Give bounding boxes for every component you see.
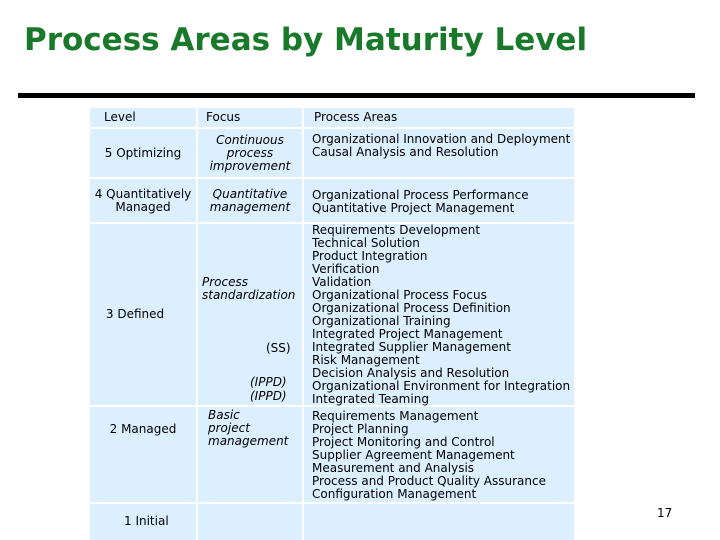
process-area: Organizational Process Performance (312, 188, 529, 202)
level-1-cell (90, 504, 196, 540)
process-area: Supplier Agreement Management (312, 448, 515, 462)
header-areas-text: Process Areas (314, 110, 398, 124)
header-areas (304, 108, 574, 127)
focus-5-line: process (226, 145, 274, 160)
focus-3-line: standardization (202, 288, 296, 302)
focus-4-line: Quantitative (212, 186, 288, 201)
level-4-label: 4 Quantitatively (94, 186, 192, 201)
focus-2-cell (198, 407, 302, 502)
ss-tag: (SS) (266, 341, 291, 355)
focus-4-line: management (209, 199, 291, 214)
level-2-cell (90, 407, 196, 502)
process-area: Risk Management (312, 353, 420, 367)
process-area: Organizational Environment for Integration (312, 379, 571, 393)
process-area: Validation (312, 275, 372, 289)
process-area: Requirements Management (312, 409, 479, 423)
areas-1-cell (304, 504, 574, 540)
areas-4-cell (304, 179, 574, 222)
process-area: Technical Solution (312, 236, 420, 250)
areas-3-cell (304, 224, 574, 405)
process-area: Requirements Development (312, 223, 481, 237)
level-3-cell (90, 224, 196, 405)
process-area: Organizational Training (312, 314, 451, 328)
focus-2-line: management (208, 434, 289, 448)
header-focus (198, 108, 302, 127)
process-area: Project Monitoring and Control (312, 435, 495, 449)
focus-3-cell (198, 224, 302, 405)
areas-5-cell (304, 129, 574, 177)
header-level (90, 108, 196, 127)
level-5-label: 5 Optimizing (104, 145, 182, 160)
focus-2-line: project (208, 421, 250, 435)
level-2-label: 2 Managed (109, 422, 177, 436)
process-area: Product Integration (312, 249, 428, 263)
focus-5-cell (198, 129, 302, 177)
level-4-label: Managed (115, 199, 171, 214)
focus-2-line: Basic (208, 408, 240, 422)
focus-4-cell (198, 179, 302, 222)
areas-2-cell (304, 407, 574, 502)
process-area: Integrated Project Management (312, 327, 503, 341)
title-divider (18, 93, 695, 98)
process-area: Organizational Process Focus (312, 288, 487, 302)
process-area: Causal Analysis and Resolution (312, 145, 499, 159)
process-area: Verification (312, 262, 380, 276)
level-3-label: 3 Defined (105, 307, 165, 321)
process-area: Measurement and Analysis (312, 461, 475, 475)
process-area: Project Planning (312, 422, 409, 436)
process-area: Integrated Supplier Management (312, 340, 511, 354)
ippd-tag: (IPPD) (250, 375, 287, 389)
ippd-tag: (IPPD) (250, 389, 287, 403)
process-area: Organizational Innovation and Deployment (312, 132, 571, 146)
process-area: Process and Product Quality Assurance (312, 474, 546, 488)
header-focus-text: Focus (206, 110, 241, 124)
process-area: Configuration Management (312, 487, 477, 501)
process-area: Quantitative Project Management (312, 201, 515, 215)
page-title: Process Areas by Maturity Level (24, 22, 588, 58)
process-area: Decision Analysis and Resolution (312, 366, 510, 380)
level-1-label: 1 Initial (124, 514, 169, 528)
focus-5-line: Continuous (216, 132, 284, 147)
page-number: 17 (657, 506, 673, 520)
process-area: Organizational Process Definition (312, 301, 511, 315)
focus-3-line: Process (202, 275, 248, 289)
level-4-cell (90, 179, 196, 222)
focus-5-line: improvement (209, 158, 291, 173)
header-level-text: Level (104, 110, 136, 124)
process-area: Integrated Teaming (312, 392, 429, 406)
level-5-cell (90, 129, 196, 177)
focus-1-cell (198, 504, 302, 540)
